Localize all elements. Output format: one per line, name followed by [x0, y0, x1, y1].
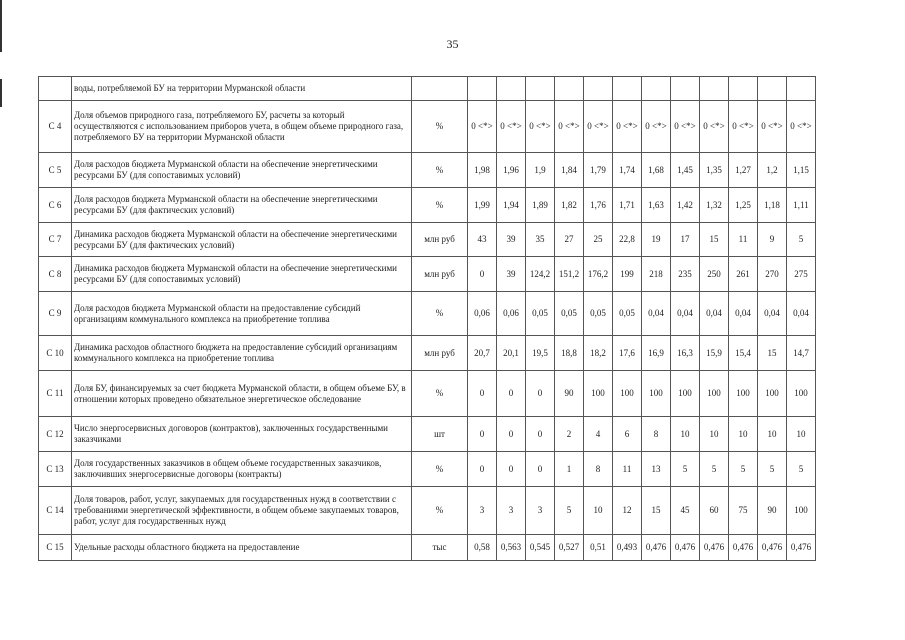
- value-cell: [468, 77, 497, 101]
- value-cell: 1,35: [700, 153, 729, 188]
- value-cell: 5: [787, 452, 816, 487]
- value-cell: 39: [497, 223, 526, 257]
- value-cell: 15: [700, 223, 729, 257]
- value-cell: [671, 77, 700, 101]
- value-cell: 2: [555, 417, 584, 452]
- value-cell: 100: [787, 371, 816, 417]
- value-cell: 11: [613, 452, 642, 487]
- value-cell: 0,05: [526, 292, 555, 336]
- value-cell: 0: [497, 371, 526, 417]
- value-cell: 10: [700, 417, 729, 452]
- value-cell: 10: [758, 417, 787, 452]
- value-cell: 39: [497, 257, 526, 292]
- value-cell: 20,7: [468, 336, 497, 371]
- value-cell: 100: [642, 371, 671, 417]
- value-cell: 17,6: [613, 336, 642, 371]
- table-row: [39, 487, 816, 535]
- value-cell: 100: [671, 371, 700, 417]
- value-cell: 9: [758, 223, 787, 257]
- value-cell: 5: [787, 223, 816, 257]
- row-unit: млн руб: [412, 336, 468, 371]
- value-cell: 176,2: [584, 257, 613, 292]
- value-cell: 1,45: [671, 153, 700, 188]
- value-cell: 5: [758, 452, 787, 487]
- indicator-table: [38, 76, 816, 561]
- value-cell: 90: [555, 371, 584, 417]
- value-cell: 27: [555, 223, 584, 257]
- row-description: Доля объемов природного газа, потребляемого БУ, расчеты за который осуществляются с использованием приборов учета, в общем объеме природного газа, потребляемого БУ на территории Мурманской области: [72, 101, 412, 153]
- row-code: С 7: [39, 223, 72, 257]
- value-cell: 0,51: [584, 535, 613, 561]
- table-row: [39, 336, 816, 371]
- value-cell: 1,15: [787, 153, 816, 188]
- row-unit: тыс: [412, 535, 468, 561]
- value-cell: 0,04: [700, 292, 729, 336]
- row-unit: [412, 77, 468, 101]
- value-cell: 1,79: [584, 153, 613, 188]
- value-cell: 1: [555, 452, 584, 487]
- row-description: Динамика расходов бюджета Мурманской области на обеспечение энергетическими ресурсами БУ (для фактических условий): [72, 223, 412, 257]
- value-cell: 10: [729, 417, 758, 452]
- value-cell: 0,06: [468, 292, 497, 336]
- value-cell: 1,71: [613, 188, 642, 223]
- value-cell: 0 <*>: [526, 101, 555, 153]
- value-cell: 1,42: [671, 188, 700, 223]
- value-cell: 10: [787, 417, 816, 452]
- row-code: С 14: [39, 487, 72, 535]
- value-cell: [555, 77, 584, 101]
- value-cell: 0,58: [468, 535, 497, 561]
- row-unit: %: [412, 292, 468, 336]
- row-description: Удельные расходы областного бюджета на предоставление: [72, 535, 412, 561]
- value-cell: 0,04: [758, 292, 787, 336]
- value-cell: 100: [613, 371, 642, 417]
- value-cell: 15,9: [700, 336, 729, 371]
- row-description: Число энергосервисных договоров (контрактов), заключенных государственными заказчиками: [72, 417, 412, 452]
- row-code: С 9: [39, 292, 72, 336]
- table-row: [39, 452, 816, 487]
- row-unit: %: [412, 452, 468, 487]
- value-cell: 0,04: [671, 292, 700, 336]
- value-cell: 151,2: [555, 257, 584, 292]
- value-cell: 0 <*>: [555, 101, 584, 153]
- value-cell: [642, 77, 671, 101]
- value-cell: 10: [671, 417, 700, 452]
- value-cell: 5: [555, 487, 584, 535]
- table-row: [39, 257, 816, 292]
- value-cell: 0,05: [555, 292, 584, 336]
- value-cell: [787, 77, 816, 101]
- row-description: Доля БУ, финансируемых за счет бюджета Мурманской области, в общем объеме БУ, в отношении которых проведено обязательное энергетическое обследование: [72, 371, 412, 417]
- table-row: [39, 292, 816, 336]
- value-cell: 11: [729, 223, 758, 257]
- value-cell: 18,8: [555, 336, 584, 371]
- value-cell: 0,04: [729, 292, 758, 336]
- value-cell: 1,84: [555, 153, 584, 188]
- value-cell: 199: [613, 257, 642, 292]
- value-cell: 0: [526, 417, 555, 452]
- row-code: С 8: [39, 257, 72, 292]
- value-cell: 1,25: [729, 188, 758, 223]
- row-unit: %: [412, 101, 468, 153]
- table-row: [39, 153, 816, 188]
- value-cell: 0 <*>: [613, 101, 642, 153]
- table-row: [39, 417, 816, 452]
- value-cell: 0: [526, 371, 555, 417]
- value-cell: 0,493: [613, 535, 642, 561]
- value-cell: 1,76: [584, 188, 613, 223]
- value-cell: 0 <*>: [497, 101, 526, 153]
- value-cell: 1,94: [497, 188, 526, 223]
- value-cell: 0,476: [787, 535, 816, 561]
- row-unit: %: [412, 487, 468, 535]
- row-code: С 4: [39, 101, 72, 153]
- table-row: [39, 223, 816, 257]
- value-cell: 14,7: [787, 336, 816, 371]
- value-cell: 3: [526, 487, 555, 535]
- value-cell: 1,74: [613, 153, 642, 188]
- value-cell: [584, 77, 613, 101]
- value-cell: 261: [729, 257, 758, 292]
- row-description: Доля расходов бюджета Мурманской области на обеспечение энергетическими ресурсами БУ (для сопоставимых условий): [72, 153, 412, 188]
- value-cell: 100: [758, 371, 787, 417]
- value-cell: 1,2: [758, 153, 787, 188]
- scan-edge-middle: [0, 79, 2, 107]
- value-cell: 25: [584, 223, 613, 257]
- value-cell: 0 <*>: [787, 101, 816, 153]
- value-cell: 270: [758, 257, 787, 292]
- value-cell: 90: [758, 487, 787, 535]
- table-row: [39, 101, 816, 153]
- value-cell: 235: [671, 257, 700, 292]
- value-cell: [497, 77, 526, 101]
- row-description: Динамика расходов бюджета Мурманской области на обеспечение энергетическими ресурсами БУ (для сопоставимых условий): [72, 257, 412, 292]
- value-cell: 0 <*>: [671, 101, 700, 153]
- value-cell: 0,04: [642, 292, 671, 336]
- value-cell: [613, 77, 642, 101]
- row-unit: млн руб: [412, 257, 468, 292]
- value-cell: 275: [787, 257, 816, 292]
- value-cell: [700, 77, 729, 101]
- value-cell: 0 <*>: [700, 101, 729, 153]
- row-description: Доля расходов бюджета Мурманской области на обеспечение энергетическими ресурсами БУ (для фактических условий): [72, 188, 412, 223]
- value-cell: 0: [497, 417, 526, 452]
- value-cell: 10: [584, 487, 613, 535]
- value-cell: 16,3: [671, 336, 700, 371]
- row-description: Доля товаров, работ, услуг, закупаемых для государственных нужд в соответствии с требованиями энергетической эффективности, в общем объеме закупаемых товаров, работ, услуг для государственных нужд: [72, 487, 412, 535]
- value-cell: 0: [468, 371, 497, 417]
- value-cell: 0,476: [671, 535, 700, 561]
- value-cell: 124,2: [526, 257, 555, 292]
- row-code: С 13: [39, 452, 72, 487]
- value-cell: 100: [584, 371, 613, 417]
- value-cell: 100: [700, 371, 729, 417]
- value-cell: 218: [642, 257, 671, 292]
- value-cell: 0,476: [729, 535, 758, 561]
- value-cell: 1,68: [642, 153, 671, 188]
- row-unit: %: [412, 371, 468, 417]
- value-cell: 0 <*>: [584, 101, 613, 153]
- value-cell: 35: [526, 223, 555, 257]
- value-cell: 15,4: [729, 336, 758, 371]
- value-cell: 1,63: [642, 188, 671, 223]
- page-number: 35: [446, 37, 459, 51]
- value-cell: 16,9: [642, 336, 671, 371]
- value-cell: 1,32: [700, 188, 729, 223]
- value-cell: 0: [497, 452, 526, 487]
- value-cell: 0,545: [526, 535, 555, 561]
- value-cell: 0: [468, 452, 497, 487]
- row-code: С 11: [39, 371, 72, 417]
- value-cell: 0 <*>: [758, 101, 787, 153]
- row-code: С 12: [39, 417, 72, 452]
- value-cell: 0: [526, 452, 555, 487]
- row-code: С 10: [39, 336, 72, 371]
- value-cell: [758, 77, 787, 101]
- value-cell: 5: [671, 452, 700, 487]
- value-cell: [526, 77, 555, 101]
- value-cell: 100: [729, 371, 758, 417]
- value-cell: [729, 77, 758, 101]
- value-cell: 19,5: [526, 336, 555, 371]
- value-cell: 0,04: [787, 292, 816, 336]
- value-cell: 20,1: [497, 336, 526, 371]
- value-cell: 0,476: [700, 535, 729, 561]
- value-cell: 0,05: [613, 292, 642, 336]
- value-cell: 22,8: [613, 223, 642, 257]
- value-cell: 3: [497, 487, 526, 535]
- row-description: Доля расходов бюджета Мурманской области на предоставление субсидий организациям коммунального комплекса на приобретение топлива: [72, 292, 412, 336]
- value-cell: 0 <*>: [729, 101, 758, 153]
- value-cell: 0,563: [497, 535, 526, 561]
- value-cell: 43: [468, 223, 497, 257]
- value-cell: 12: [613, 487, 642, 535]
- value-cell: 5: [729, 452, 758, 487]
- row-description: Доля государственных заказчиков в общем объеме государственных заказчиков, заключивших энергосервисные договоры (контракты): [72, 452, 412, 487]
- row-code: С 15: [39, 535, 72, 561]
- row-unit: шт: [412, 417, 468, 452]
- value-cell: 0 <*>: [642, 101, 671, 153]
- value-cell: 100: [787, 487, 816, 535]
- row-code: С 6: [39, 188, 72, 223]
- value-cell: 1,89: [526, 188, 555, 223]
- value-cell: 0: [468, 257, 497, 292]
- row-code: [39, 77, 72, 101]
- row-unit: %: [412, 153, 468, 188]
- value-cell: 8: [642, 417, 671, 452]
- value-cell: 5: [700, 452, 729, 487]
- value-cell: 1,99: [468, 188, 497, 223]
- value-cell: 1,11: [787, 188, 816, 223]
- value-cell: 1,9: [526, 153, 555, 188]
- table-row: [39, 188, 816, 223]
- value-cell: 4: [584, 417, 613, 452]
- row-description: Динамика расходов областного бюджета на предоставление субсидий организациям коммунального комплекса на приобретение топлива: [72, 336, 412, 371]
- value-cell: 3: [468, 487, 497, 535]
- value-cell: 0,476: [758, 535, 787, 561]
- value-cell: 1,82: [555, 188, 584, 223]
- table-row: [39, 77, 816, 101]
- value-cell: 6: [613, 417, 642, 452]
- value-cell: 17: [671, 223, 700, 257]
- value-cell: 15: [758, 336, 787, 371]
- value-cell: 0,05: [584, 292, 613, 336]
- value-cell: 0,527: [555, 535, 584, 561]
- value-cell: 0 <*>: [468, 101, 497, 153]
- value-cell: 45: [671, 487, 700, 535]
- table-row: [39, 535, 816, 561]
- value-cell: 19: [642, 223, 671, 257]
- row-unit: %: [412, 188, 468, 223]
- value-cell: 60: [700, 487, 729, 535]
- value-cell: 15: [642, 487, 671, 535]
- value-cell: 0,476: [642, 535, 671, 561]
- row-unit: млн руб: [412, 223, 468, 257]
- value-cell: 0: [468, 417, 497, 452]
- value-cell: 8: [584, 452, 613, 487]
- value-cell: 1,98: [468, 153, 497, 188]
- value-cell: 0,06: [497, 292, 526, 336]
- value-cell: 1,96: [497, 153, 526, 188]
- row-code: С 5: [39, 153, 72, 188]
- value-cell: 250: [700, 257, 729, 292]
- row-description: воды, потребляемой БУ на территории Мурманской области: [72, 77, 412, 101]
- value-cell: 1,27: [729, 153, 758, 188]
- table-row: [39, 371, 816, 417]
- value-cell: 13: [642, 452, 671, 487]
- value-cell: 18,2: [584, 336, 613, 371]
- value-cell: 75: [729, 487, 758, 535]
- value-cell: 1,18: [758, 188, 787, 223]
